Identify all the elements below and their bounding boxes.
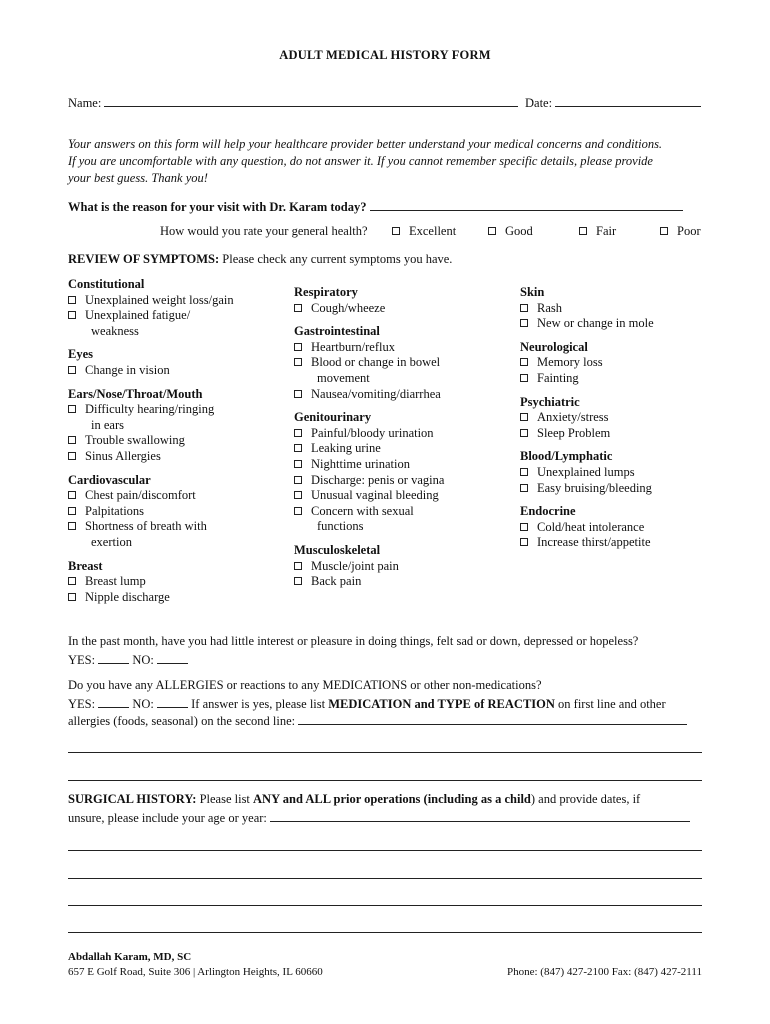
- checkbox[interactable]: [294, 507, 302, 515]
- section-heading: Musculoskeletal: [294, 542, 381, 557]
- checkbox[interactable]: [294, 562, 302, 570]
- checkbox[interactable]: [294, 444, 302, 452]
- allergy-field-2[interactable]: [68, 752, 702, 753]
- symptom-item[interactable]: Rash: [520, 301, 654, 317]
- symptom-item-cont: in ears: [91, 417, 124, 432]
- symptom-item[interactable]: Increase thirst/appetite: [520, 535, 654, 551]
- checkbox[interactable]: [68, 491, 76, 499]
- symptom-item[interactable]: Anxiety/stress: [520, 410, 654, 426]
- symptom-item[interactable]: Change in vision: [68, 363, 234, 379]
- depression-question: In the past month, have you had little interest or pleasure in doing things, felt sad or down, depressed or hopeless?: [68, 634, 639, 648]
- symptom-item-cont: exertion: [91, 534, 132, 549]
- checkbox[interactable]: [579, 227, 587, 235]
- symptom-item[interactable]: Palpitations: [68, 504, 234, 520]
- symptom-item-cont: movement: [317, 370, 370, 385]
- allergy-answer-row: [68, 695, 666, 712]
- no-label: NO:: [132, 653, 154, 667]
- symptom-item[interactable]: Blood or change in bowel: [294, 355, 444, 371]
- surgical-text-bold: ANY and ALL prior operations (including as a child: [253, 792, 531, 806]
- checkbox[interactable]: [68, 296, 76, 304]
- symptom-item[interactable]: Memory loss: [520, 355, 654, 371]
- section-heading: Respiratory: [294, 285, 358, 299]
- doctor-name: Abdallah Karam, MD, SC: [68, 951, 192, 963]
- checkbox[interactable]: [294, 429, 302, 437]
- checkbox[interactable]: [68, 593, 76, 601]
- symptom-item[interactable]: Heartburn/reflux: [294, 340, 444, 356]
- allergy-instruction-bold: MEDICATION and TYPE of REACTION: [328, 697, 555, 711]
- surgical-field-1[interactable]: [270, 809, 690, 822]
- health-question: How would you rate your general health?: [160, 224, 368, 238]
- checkbox[interactable]: [294, 476, 302, 484]
- ros-heading: REVIEW OF SYMPTOMS:: [68, 252, 220, 266]
- checkbox[interactable]: [68, 311, 76, 319]
- symptom-item[interactable]: Cough/wheeze: [294, 301, 444, 317]
- checkbox[interactable]: [520, 304, 528, 312]
- surgical-second-label: unsure, please include your age or year:: [68, 811, 267, 825]
- surgical-field-3[interactable]: [68, 878, 702, 879]
- footer-left: [68, 950, 323, 980]
- no-label: NO:: [132, 697, 154, 711]
- ros-instruction: Please check any current symptoms you have.: [219, 252, 453, 266]
- symptom-item[interactable]: Unusual vaginal bleeding: [294, 488, 444, 504]
- symptom-item[interactable]: Shortness of breath with: [68, 519, 234, 535]
- office-address: 657 E Golf Road, Suite 306 | Arlington Heights, IL 60660: [68, 966, 323, 978]
- checkbox[interactable]: [392, 227, 400, 235]
- symptom-item[interactable]: Nighttime urination: [294, 457, 444, 473]
- symptom-item[interactable]: Back pain: [294, 574, 444, 590]
- intro-line: Your answers on this form will help your healthcare provider better understand your medical concerns and conditions.: [68, 137, 663, 151]
- name-label: Name:: [68, 96, 102, 110]
- section-heading: Blood/Lymphatic: [520, 449, 613, 464]
- allergy-instruction: If answer is yes, please list: [191, 697, 329, 711]
- date-label: Date:: [525, 96, 553, 110]
- checkbox[interactable]: [520, 413, 528, 421]
- symptom-item[interactable]: Concern with sexual: [294, 504, 444, 520]
- checkbox[interactable]: [294, 491, 302, 499]
- name-row: [68, 94, 518, 111]
- name-field[interactable]: [104, 94, 518, 107]
- allergy-no-field[interactable]: [157, 695, 188, 708]
- symptom-item[interactable]: Easy bruising/bleeding: [520, 481, 654, 497]
- section-heading: Neurological: [520, 339, 588, 354]
- contact-info: Phone: (847) 427-2100 Fax: (847) 427-2111: [506, 966, 702, 978]
- ros-heading-row: [68, 252, 452, 267]
- allergy-field-1[interactable]: [298, 712, 687, 725]
- symptom-item[interactable]: Unexplained lumps: [520, 465, 654, 481]
- checkbox[interactable]: [68, 366, 76, 374]
- symptom-item[interactable]: Unexplained fatigue/: [68, 308, 234, 324]
- symptoms-column-3: [520, 285, 654, 551]
- section-heading: Constitutional: [68, 277, 145, 291]
- reason-field[interactable]: [370, 198, 683, 211]
- surgical-line-2: [68, 809, 690, 826]
- checkbox[interactable]: [68, 405, 76, 413]
- date-row: [525, 94, 701, 111]
- section-heading: Endocrine: [520, 504, 576, 519]
- section-heading: Genitourinary: [294, 410, 372, 425]
- surgical-row: [68, 792, 640, 807]
- surgical-text-tail: ) and provide dates, if: [530, 792, 641, 806]
- section-heading: Gastrointestinal: [294, 324, 380, 339]
- checkbox[interactable]: [294, 577, 302, 585]
- checkbox[interactable]: [294, 390, 302, 398]
- allergy-instruction-tail: on first line and other: [554, 697, 666, 711]
- intro-line: If you are uncomfortable with any question, do not answer it. If you cannot remember specific details, please provide: [68, 154, 653, 168]
- depression-no-field[interactable]: [157, 651, 188, 664]
- surgical-field-2[interactable]: [68, 850, 702, 851]
- checkbox[interactable]: [520, 358, 528, 366]
- checkbox[interactable]: [294, 460, 302, 468]
- health-option-good[interactable]: Good: [488, 224, 533, 239]
- health-option-poor[interactable]: Poor: [660, 224, 701, 239]
- section-heading: Breast: [68, 558, 103, 573]
- intro-text: [68, 136, 708, 187]
- symptom-item[interactable]: Unexplained weight loss/gain: [68, 293, 234, 309]
- checkbox[interactable]: [68, 436, 76, 444]
- symptom-item[interactable]: Breast lump: [68, 574, 234, 590]
- surgical-text: Please list: [196, 792, 254, 806]
- checkbox[interactable]: [294, 358, 302, 366]
- section-heading: Ears/Nose/Throat/Mouth: [68, 386, 203, 401]
- symptom-item[interactable]: Chest pain/discomfort: [68, 488, 234, 504]
- allergy-yes-field[interactable]: [98, 695, 129, 708]
- symptom-item[interactable]: Muscle/joint pain: [294, 559, 444, 575]
- symptoms-column-1: [68, 277, 234, 605]
- symptom-item[interactable]: Painful/bloody urination: [294, 426, 444, 442]
- section-heading: Psychiatric: [520, 394, 580, 409]
- allergy-field-3[interactable]: [68, 780, 702, 781]
- symptom-item[interactable]: Sleep Problem: [520, 426, 654, 442]
- symptom-item[interactable]: Cold/heat intolerance: [520, 520, 654, 536]
- intro-line: your best guess. Thank you!: [68, 171, 208, 185]
- allergy-second-label: allergies (foods, seasonal) on the second line:: [68, 714, 296, 728]
- checkbox[interactable]: [520, 374, 528, 382]
- symptom-item[interactable]: Difficulty hearing/ringing: [68, 402, 234, 418]
- health-option-fair[interactable]: Fair: [579, 224, 616, 239]
- surgical-field-5[interactable]: [68, 932, 702, 933]
- symptom-item-cont: functions: [317, 519, 364, 534]
- symptom-item[interactable]: Sinus Allergies: [68, 449, 234, 465]
- checkbox[interactable]: [520, 523, 528, 531]
- checkbox[interactable]: [294, 304, 302, 312]
- symptom-item[interactable]: Nipple discharge: [68, 590, 234, 606]
- symptoms-column-2: [294, 285, 444, 590]
- checkbox[interactable]: [68, 452, 76, 460]
- checkbox[interactable]: [520, 484, 528, 492]
- section-heading: Cardiovascular: [68, 472, 151, 487]
- checkbox[interactable]: [520, 538, 528, 546]
- allergy-question: Do you have any ALLERGIES or reactions to any MEDICATIONS or other non-medications?: [68, 678, 542, 692]
- checkbox[interactable]: [488, 227, 496, 235]
- reason-question: What is the reason for your visit with Dr. Karam today?: [68, 200, 367, 214]
- allergy-line-2: [68, 712, 687, 729]
- symptom-item[interactable]: Nausea/vomiting/diarrhea: [294, 387, 444, 403]
- section-heading: Skin: [520, 285, 545, 299]
- yes-label: YES:: [68, 697, 96, 711]
- checkbox[interactable]: [520, 429, 528, 437]
- symptom-item[interactable]: New or change in mole: [520, 316, 654, 332]
- surgical-heading: SURGICAL HISTORY:: [68, 792, 197, 806]
- symptom-item[interactable]: Fainting: [520, 371, 654, 387]
- depression-yes-field[interactable]: [98, 651, 129, 664]
- checkbox[interactable]: [660, 227, 668, 235]
- date-field[interactable]: [555, 94, 701, 107]
- yes-label: YES:: [68, 653, 96, 667]
- symptom-item[interactable]: Discharge: penis or vagina: [294, 473, 444, 489]
- checkbox[interactable]: [68, 577, 76, 585]
- health-option-excellent[interactable]: Excellent: [392, 224, 456, 239]
- reason-row: [68, 198, 683, 215]
- surgical-field-4[interactable]: [68, 905, 702, 906]
- checkbox[interactable]: [294, 343, 302, 351]
- section-heading: Eyes: [68, 347, 93, 362]
- symptom-item-cont: weakness: [91, 323, 139, 338]
- checkbox[interactable]: [68, 507, 76, 515]
- symptom-item[interactable]: Leaking urine: [294, 441, 444, 457]
- checkbox[interactable]: [520, 319, 528, 327]
- checkbox[interactable]: [520, 468, 528, 476]
- form-title: ADULT MEDICAL HISTORY FORM: [279, 48, 491, 62]
- checkbox[interactable]: [68, 522, 76, 530]
- symptom-item[interactable]: Trouble swallowing: [68, 433, 234, 449]
- depression-answer-row: [68, 651, 188, 668]
